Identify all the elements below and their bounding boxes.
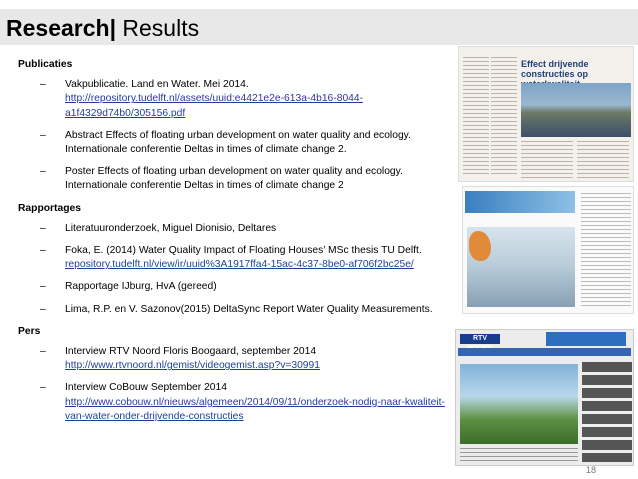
banner-graphic: [546, 332, 626, 346]
dash: –: [40, 245, 46, 257]
dash: –: [40, 79, 46, 91]
section-heading-rapportages: Rapportages: [18, 202, 81, 214]
dash: –: [40, 382, 46, 394]
article-thumbnail-land-en-water: [458, 46, 634, 182]
list-item: [18, 129, 463, 157]
item-link[interactable]: repository.tudelft.nl/view/ir/uuid%3A1917ffa4-15ac-4c37-8be0-af706f2bc25e/: [65, 259, 414, 271]
list-item: [18, 244, 463, 272]
dash: –: [40, 303, 46, 315]
text-column: [463, 57, 489, 177]
list-item: [18, 280, 463, 294]
article-heading: Effect drijvende constructies op: [521, 59, 589, 79]
list-item: [18, 78, 463, 121]
item-text: Interview CoBouw September 2014: [65, 382, 227, 394]
list-item: [18, 345, 463, 373]
text-column: [577, 141, 629, 179]
poster-thumbnail: [462, 186, 634, 314]
dash: –: [40, 346, 46, 358]
item-text: Poster Effects of floating urban development on water quality and ecology. Internationale conferentie Deltas in times of climate change 2: [65, 166, 403, 192]
title-bold: Research|: [6, 15, 117, 41]
item-text: Literatuuronderzoek, Miguel Dionisio, Deltares: [65, 222, 277, 234]
video-list: [582, 362, 632, 462]
article-photo: [521, 83, 631, 137]
text-column: [521, 141, 573, 179]
page-number: 18: [586, 465, 597, 475]
list-item: [18, 381, 463, 424]
page-title: [6, 14, 199, 42]
dash: –: [40, 166, 46, 178]
text-column: [491, 57, 517, 177]
item-text: Abstract Effects of floating urban development on water quality and ecology. Internationale conferentie Deltas in times of climate change 2.: [65, 129, 411, 156]
list-item: [18, 222, 463, 236]
rtv-noord-website-thumbnail: [455, 329, 634, 466]
list-item: [18, 165, 463, 193]
site-nav-bar: [458, 348, 631, 356]
item-text: Lima, R.P. en V. Sazonov(2015) DeltaSync Report Water Quality Measurements.: [65, 303, 433, 315]
item-text: Foka, E. (2014) Water Quality Impact of Floating Houses’ MSc thesis TU Delft.: [65, 245, 422, 257]
title-rest: Results: [122, 15, 200, 41]
item-link[interactable]: http://www.rtvnoord.nl/gemist/videogemist.asp?v=30991: [65, 360, 320, 372]
section-heading-publicaties: Publicaties: [18, 59, 73, 70]
item-link[interactable]: http://www.cobouw.nl/nieuws/algemeen/2014/09/11/onderzoek-nodig-naar-kwaliteit-van-water-onder-drijvende-constructies: [65, 396, 445, 422]
dash: –: [40, 281, 46, 293]
rtv-noord-logo: RTV: [460, 334, 500, 344]
item-text: Vakpublicatie. Land en Water. Mei 2014.: [65, 79, 249, 91]
dash: –: [40, 129, 46, 141]
poster-banner: [465, 191, 575, 213]
dash: –: [40, 222, 46, 234]
poster-text: [581, 193, 631, 307]
video-still: [460, 364, 578, 444]
video-caption-text: [460, 448, 578, 464]
list-item: [18, 303, 463, 317]
item-link[interactable]: http://repository.tudelft.nl/assets/uuid:e4421e2e-613a-4b16-8044-a1f4329d74b0/305156.pdf: [65, 93, 364, 119]
results-content: [18, 58, 463, 432]
item-text: Interview RTV Noord Floris Boogaard, september 2014: [65, 346, 317, 358]
item-text: Rapportage IJburg, HvA (gereed): [65, 281, 217, 293]
section-heading-pers: Pers: [18, 325, 41, 337]
